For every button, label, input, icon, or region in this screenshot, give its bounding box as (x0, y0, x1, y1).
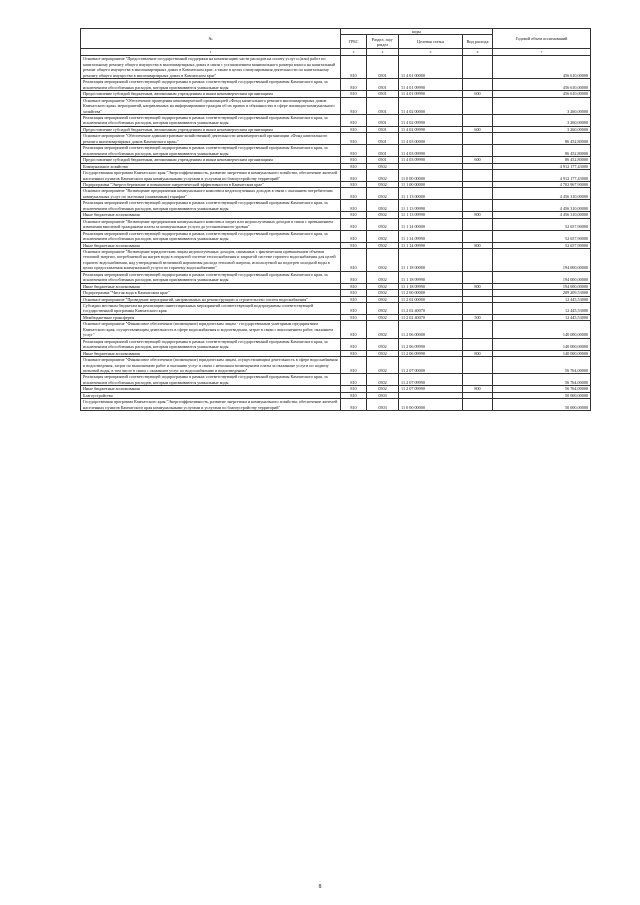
row-sum: 209 209,53000 (493, 290, 591, 296)
row-grbs: 810 (341, 218, 367, 230)
row-target: 11 2 06 09990 (399, 338, 463, 350)
colnum-6: 7 (493, 49, 591, 56)
row-target: 11 2 02 40070 (399, 314, 463, 320)
header-codes: коды (341, 29, 493, 35)
row-target: 11 4 01 00000 (399, 56, 463, 79)
row-grbs: 810 (341, 200, 367, 212)
row-target: 11 4 03 00000 (399, 133, 463, 145)
row-target: 11 2 07 09990 (399, 374, 463, 386)
row-section: 0502 (367, 314, 399, 320)
row-section: 0501 (367, 79, 399, 91)
header-number: № (81, 29, 341, 49)
row-section: 0502 (367, 296, 399, 302)
row-grbs: 810 (341, 188, 367, 200)
row-section: 0502 (367, 218, 399, 230)
row-target: 11 2 06 00000 (399, 321, 463, 338)
row-grbs: 810 (341, 126, 367, 132)
table-row (81, 230, 591, 242)
row-grbs: 810 (341, 163, 367, 169)
row-grbs: 810 (341, 133, 367, 145)
table-row (81, 133, 591, 145)
row-section: 0502 (367, 271, 399, 283)
row-sum: 52 657,90000 (493, 230, 591, 242)
row-section: 0502 (367, 374, 399, 386)
row-exptype: 600 (463, 126, 493, 132)
row-name: Субсидии местным бюджетам на реализацию инвестиционных мероприятий соответствующей подпрограммы соответствующей государственной программы Камчатского края (81, 303, 341, 315)
row-name: Основное мероприятие "Проведение мероприятий, направленных на реконструкцию и строительство систем водоснабжения" (81, 296, 341, 302)
row-target: 11 1 13 09990 (399, 212, 463, 218)
row-target: 11 2 02 40070 (399, 303, 463, 315)
row-section: 0502 (367, 230, 399, 242)
row-name: Предоставление субсидий бюджетным, автономным учреждениям и иным некоммерческим организациям (81, 126, 341, 132)
row-exptype (463, 321, 493, 338)
row-exptype (463, 97, 493, 114)
row-grbs: 810 (341, 170, 367, 182)
row-sum: 140 000,00000 (493, 338, 591, 350)
header-grbs: ГРБС (341, 35, 367, 49)
row-target: 11 4 03 09990 (399, 157, 463, 163)
row-grbs: 810 (341, 374, 367, 386)
row-name: Иные бюджетные ассигнования (81, 350, 341, 356)
row-sum: 56 764,00000 (493, 374, 591, 386)
table-row (81, 321, 591, 338)
row-name: Основное мероприятие "Обеспечение административно-хозяйственной деятельности некоммерческой организации «Фонд капитального ремонта многоквартирных домов Камчатского края»" (81, 133, 341, 145)
row-sum: 194 000,00000 (493, 248, 591, 271)
row-exptype (463, 170, 493, 182)
header-target: Целевая статья (399, 35, 463, 49)
row-sum: 3 260,00000 (493, 97, 591, 114)
row-target: 11 1 00 00000 (399, 181, 463, 187)
table-header (81, 29, 591, 56)
table-row (81, 303, 591, 315)
row-sum: 456 610,00000 (493, 79, 591, 91)
row-sum: 86 452,80000 (493, 157, 591, 163)
row-exptype (463, 56, 493, 79)
row-exptype: 800 (463, 386, 493, 392)
row-grbs: 810 (341, 350, 367, 356)
row-grbs: 810 (341, 242, 367, 248)
table-row (81, 79, 591, 91)
row-exptype (463, 338, 493, 350)
row-grbs: 810 (341, 399, 367, 411)
row-exptype (463, 188, 493, 200)
row-section: 0502 (367, 283, 399, 289)
row-section: 0502 (367, 338, 399, 350)
row-grbs: 810 (341, 248, 367, 271)
row-exptype (463, 399, 493, 411)
row-sum: 4 456 310,00000 (493, 188, 591, 200)
row-exptype (463, 114, 493, 126)
colnum-2: 3 (341, 49, 367, 56)
row-target: 11 2 02 00000 (399, 296, 463, 302)
row-sum: 3 260,00000 (493, 114, 591, 126)
row-name: Основное мероприятие "Возмещение юридическим лицам недополученных доходов, связанных с фактическим превышением объемов тепловой энергии, потребляемой на нагрев воды в открытой системе теплоснабжения и закрытой системе горячего водоснабжения для целей горячего водоснабжения, над утвержденной величиной нормативы расхода тепловой энергии, используемой на подогрев холодной воды в целях предоставления коммунальной услуги по горячему водоснабжению" (81, 248, 341, 271)
row-name: Реализация мероприятий соответствующей подпрограммы в рамках соответствующей государственной программы Камчатского края, за исключением обособленных расходов, которым присваиваются уникальные коды (81, 114, 341, 126)
colnum-4: 5 (399, 49, 463, 56)
table-row (81, 218, 591, 230)
row-exptype (463, 357, 493, 374)
row-sum: 56 764,00000 (493, 386, 591, 392)
row-name: Иные бюджетные ассигнования (81, 212, 341, 218)
row-exptype (463, 133, 493, 145)
row-exptype (463, 303, 493, 315)
row-sum: 194 000,00000 (493, 271, 591, 283)
table-row (81, 399, 591, 411)
table-row (81, 56, 591, 79)
row-target: 11 1 14 09990 (399, 242, 463, 248)
row-grbs: 810 (341, 290, 367, 296)
row-section: 0501 (367, 114, 399, 126)
row-section: 0502 (367, 350, 399, 356)
row-target: 11 2 06 09990 (399, 350, 463, 356)
row-sum: 4 456 310,00000 (493, 212, 591, 218)
row-name: Государственная программа Камчатского края "Энергоэффективность, развитие энергетики и коммунального хозяйства, обеспечение жителей населенных пунктов Камчатского края коммунальными услугами и услугами по благоустройству территорий" (81, 399, 341, 411)
row-sum: 12 445,53000 (493, 303, 591, 315)
row-sum: 4 912 177,43000 (493, 170, 591, 182)
colnum-1: 1 (81, 49, 341, 56)
row-target: 11 1 13 09990 (399, 200, 463, 212)
row-section: 0502 (367, 212, 399, 218)
row-name: Межбюджетные трансферты (81, 314, 341, 320)
row-grbs: 810 (341, 386, 367, 392)
row-section: 0501 (367, 145, 399, 157)
row-target: 11 4 03 09990 (399, 145, 463, 157)
row-target: 11 4 02 00000 (399, 97, 463, 114)
row-section: 0501 (367, 97, 399, 114)
row-name: Иные бюджетные ассигнования (81, 242, 341, 248)
row-target: 11 2 07 00000 (399, 357, 463, 374)
row-section: 0502 (367, 242, 399, 248)
row-grbs: 810 (341, 212, 367, 218)
row-section: 0501 (367, 126, 399, 132)
row-exptype (463, 248, 493, 271)
row-section: 0502 (367, 386, 399, 392)
row-name: Реализация мероприятий соответствующей подпрограммы в рамках соответствующей государственной программы Камчатского края, за исключением обособленных расходов, которым присваиваются уникальные коды (81, 338, 341, 350)
row-name: Реализация мероприятий соответствующей подпрограммы в рамках соответствующей государственной программы Камчатского края, за исключением обособленных расходов, которым присваиваются уникальные коды (81, 200, 341, 212)
header-section: Раздел, под-раздел (367, 35, 399, 49)
row-section: 0502 (367, 200, 399, 212)
row-target: 11 4 02 09990 (399, 126, 463, 132)
table-row (81, 338, 591, 350)
row-name: Основное мероприятие "Финансовое обеспечение (возмещение) юридическим лицам, осуществляющим деятельность в сфере водоснабжения и водоотведения, затрат по выполнению работ и оказанию услуг в связи с неполным возмещением платы за оказанные услуги по подвозу питьевой воды, в том числе в связи с оказанием услуг по водоснабжению и водоотведению" (81, 357, 341, 374)
row-sum: 56 764,00000 (493, 357, 591, 374)
row-grbs: 810 (341, 357, 367, 374)
row-grbs: 810 (341, 338, 367, 350)
row-section: 0502 (367, 163, 399, 169)
row-section: 0502 (367, 170, 399, 182)
row-grbs: 810 (341, 114, 367, 126)
row-sum: 4 456 310,00000 (493, 200, 591, 212)
row-target: 11 1 18 00000 (399, 248, 463, 271)
row-exptype (463, 374, 493, 386)
row-exptype: 800 (463, 212, 493, 218)
table-row (81, 188, 591, 200)
row-grbs: 810 (341, 97, 367, 114)
row-sum: 86 452,80000 (493, 145, 591, 157)
row-section: 0501 (367, 91, 399, 97)
row-name: Реализация мероприятий соответствующей подпрограммы в рамках соответствующей государственной программы Камчатского края, за исключением обособленных расходов, которым присваиваются уникальные коды (81, 271, 341, 283)
row-name: Предоставление субсидий бюджетным, автономным учреждениям и иным некоммерческим организациям (81, 157, 341, 163)
row-name: Государственная программа Камчатского края "Энергоэффективность, развитие энергетики и коммунального хозяйства, обеспечение жителей населенных пунктов Камчатского края коммунальными услугами и услугами по благоустройству территорий" (81, 170, 341, 182)
row-grbs: 810 (341, 271, 367, 283)
row-target: 11 0 00 00000 (399, 399, 463, 411)
row-target: 11 1 13 00000 (399, 188, 463, 200)
row-sum: 86 452,80000 (493, 133, 591, 145)
row-sum: 52 657,90000 (493, 218, 591, 230)
row-grbs: 810 (341, 321, 367, 338)
row-target: 11 4 01 09990 (399, 91, 463, 97)
row-name: Подпрограмма "Энергосбережение и повышение энергетической эффективности в Камчатском крае" (81, 181, 341, 187)
colnum-3: 4 (367, 49, 399, 56)
row-exptype (463, 200, 493, 212)
row-name: Реализация мероприятий соответствующей подпрограммы в рамках соответствующей государственной программы Камчатского края, за исключением обособленных расходов, которым присваиваются уникальные коды (81, 230, 341, 242)
row-target: 11 1 14 00000 (399, 218, 463, 230)
row-exptype (463, 145, 493, 157)
row-sum: 52 657,90000 (493, 242, 591, 248)
row-section: 0502 (367, 181, 399, 187)
row-name: Основное мероприятие "Возмещение предприятиям коммунального комплекса затрат или недополученных доходов в связи с превышением изменения вносимой гражданами платы за коммунальные услуги до установленного уровня" (81, 218, 341, 230)
row-exptype: 800 (463, 242, 493, 248)
table-row (81, 248, 591, 271)
row-section: 0503 (367, 399, 399, 411)
row-section: 0502 (367, 188, 399, 200)
row-exptype (463, 79, 493, 91)
row-sum: 4 702 967,90000 (493, 181, 591, 187)
row-target: 11 4 01 09990 (399, 79, 463, 91)
row-sum: 50 000,00000 (493, 392, 591, 398)
table-row (81, 170, 591, 182)
row-section: 0502 (367, 290, 399, 296)
row-target: 11 0 00 00000 (399, 170, 463, 182)
row-section: 0502 (367, 357, 399, 374)
row-name: Основное мероприятие "Возмещение предприятиям коммунального комплекса недополученных доходов в связи с оказанием потребителям коммунальных услуг по льготным (сниженным) тарифам" (81, 188, 341, 200)
row-section: 0503 (367, 392, 399, 398)
row-section: 0502 (367, 321, 399, 338)
row-section: 0501 (367, 133, 399, 145)
table-body (81, 56, 591, 411)
table-row (81, 271, 591, 283)
row-grbs: 810 (341, 157, 367, 163)
row-exptype: 800 (463, 283, 493, 289)
budget-table (80, 28, 591, 411)
page-number: 8 (318, 884, 322, 890)
row-grbs: 810 (341, 56, 367, 79)
table-row (81, 114, 591, 126)
row-grbs: 810 (341, 392, 367, 398)
row-exptype: 600 (463, 157, 493, 163)
row-grbs: 810 (341, 145, 367, 157)
header-annual: Годовой объем ассигнований (493, 29, 591, 49)
row-name: Иные бюджетные ассигнования (81, 386, 341, 392)
row-exptype (463, 271, 493, 283)
row-name: Благоустройство (81, 392, 341, 398)
header-exptype: Вид расхода (463, 35, 493, 49)
row-grbs: 810 (341, 314, 367, 320)
row-sum: 140 000,00000 (493, 321, 591, 338)
row-exptype (463, 218, 493, 230)
row-section: 0502 (367, 303, 399, 315)
row-grbs: 810 (341, 181, 367, 187)
row-sum: 194 000,00000 (493, 283, 591, 289)
table-row (81, 200, 591, 212)
row-exptype: 800 (463, 350, 493, 356)
row-name: Основное мероприятие "Обеспечение проведения некоммерческой организацией «Фонд капитального ремонта многоквартирных домов Камчатского края» мероприятий, направленных на информирование граждан об их правах и обязанностях в сфере жилищно-коммунального хозяйства" (81, 97, 341, 114)
row-name: Реализация мероприятий соответствующей подпрограммы в рамках соответствующей государственной программы Камчатского края, за исключением обособленных расходов, которым присваиваются уникальные коды (81, 374, 341, 386)
row-target: 11 2 07 09990 (399, 386, 463, 392)
row-sum: 4 912 177,43000 (493, 163, 591, 169)
row-sum: 456 610,00000 (493, 91, 591, 97)
row-sum: 12 445,53000 (493, 296, 591, 302)
colnum-5: 6 (463, 49, 493, 56)
row-sum: 456 610,00000 (493, 56, 591, 79)
table-row (81, 97, 591, 114)
row-section: 0502 (367, 248, 399, 271)
row-grbs: 810 (341, 296, 367, 302)
row-target: 11 1 18 09990 (399, 271, 463, 283)
row-sum: 50 000,00000 (493, 399, 591, 411)
row-target: 11 1 14 09990 (399, 230, 463, 242)
row-sum: 3 260,00000 (493, 126, 591, 132)
row-name: Подпрограмма "Чистая вода в Камчатском крае" (81, 290, 341, 296)
table-row (81, 145, 591, 157)
row-grbs: 810 (341, 283, 367, 289)
row-target: 11 4 02 09990 (399, 114, 463, 126)
row-section: 0501 (367, 56, 399, 79)
row-name: Предоставление субсидий бюджетным, автономным учреждениям и иным некоммерческим организациям (81, 91, 341, 97)
row-exptype: 500 (463, 314, 493, 320)
row-grbs: 810 (341, 91, 367, 97)
row-name: Реализация мероприятий соответствующей подпрограммы в рамках соответствующей государственной программы Камчатского края, за исключением обособленных расходов, которым присваиваются уникальные коды (81, 145, 341, 157)
row-sum: 12 445,53000 (493, 314, 591, 320)
row-grbs: 810 (341, 230, 367, 242)
row-name: Коммунальное хозяйство (81, 163, 341, 169)
row-name: Иные бюджетные ассигнования (81, 283, 341, 289)
row-target: 11 2 00 00000 (399, 290, 463, 296)
table-row (81, 357, 591, 374)
row-name: Основное мероприятие "Финансовое обеспечение (возмещение) юридическим лицам - государственным унитарным предприятиям Камчатского края, осуществляющим деятельность в сфере водоснабжения и водоотведения, затрат в связи с выполнением работ, оказанием услуг" (81, 321, 341, 338)
row-exptype (463, 230, 493, 242)
row-grbs: 810 (341, 79, 367, 91)
row-name: Реализация мероприятий соответствующей подпрограммы в рамках соответствующей государственной программы Камчатского края, за исключением обособленных расходов, которым присваиваются уникальные коды (81, 79, 341, 91)
row-exptype: 600 (463, 91, 493, 97)
table-row (81, 374, 591, 386)
row-section: 0501 (367, 157, 399, 163)
row-grbs: 810 (341, 303, 367, 315)
row-target: 11 1 18 09990 (399, 283, 463, 289)
row-sum: 140 000,00000 (493, 350, 591, 356)
row-name: Основное мероприятие "Предоставление государственной поддержки на компенсацию части расходов на оплату услуг и (или) работ по капитальному ремонту общего имущества в многоквартирных домах в связи с установлением минимального размера взноса на капитальный ремонт общего имущества в многоквартирных домах в Камчатском крае, а также в целях стимулирования деятельности по капитальному ремонту общего имущества в многоквартирных домах в Камчатском крае" (81, 56, 341, 79)
